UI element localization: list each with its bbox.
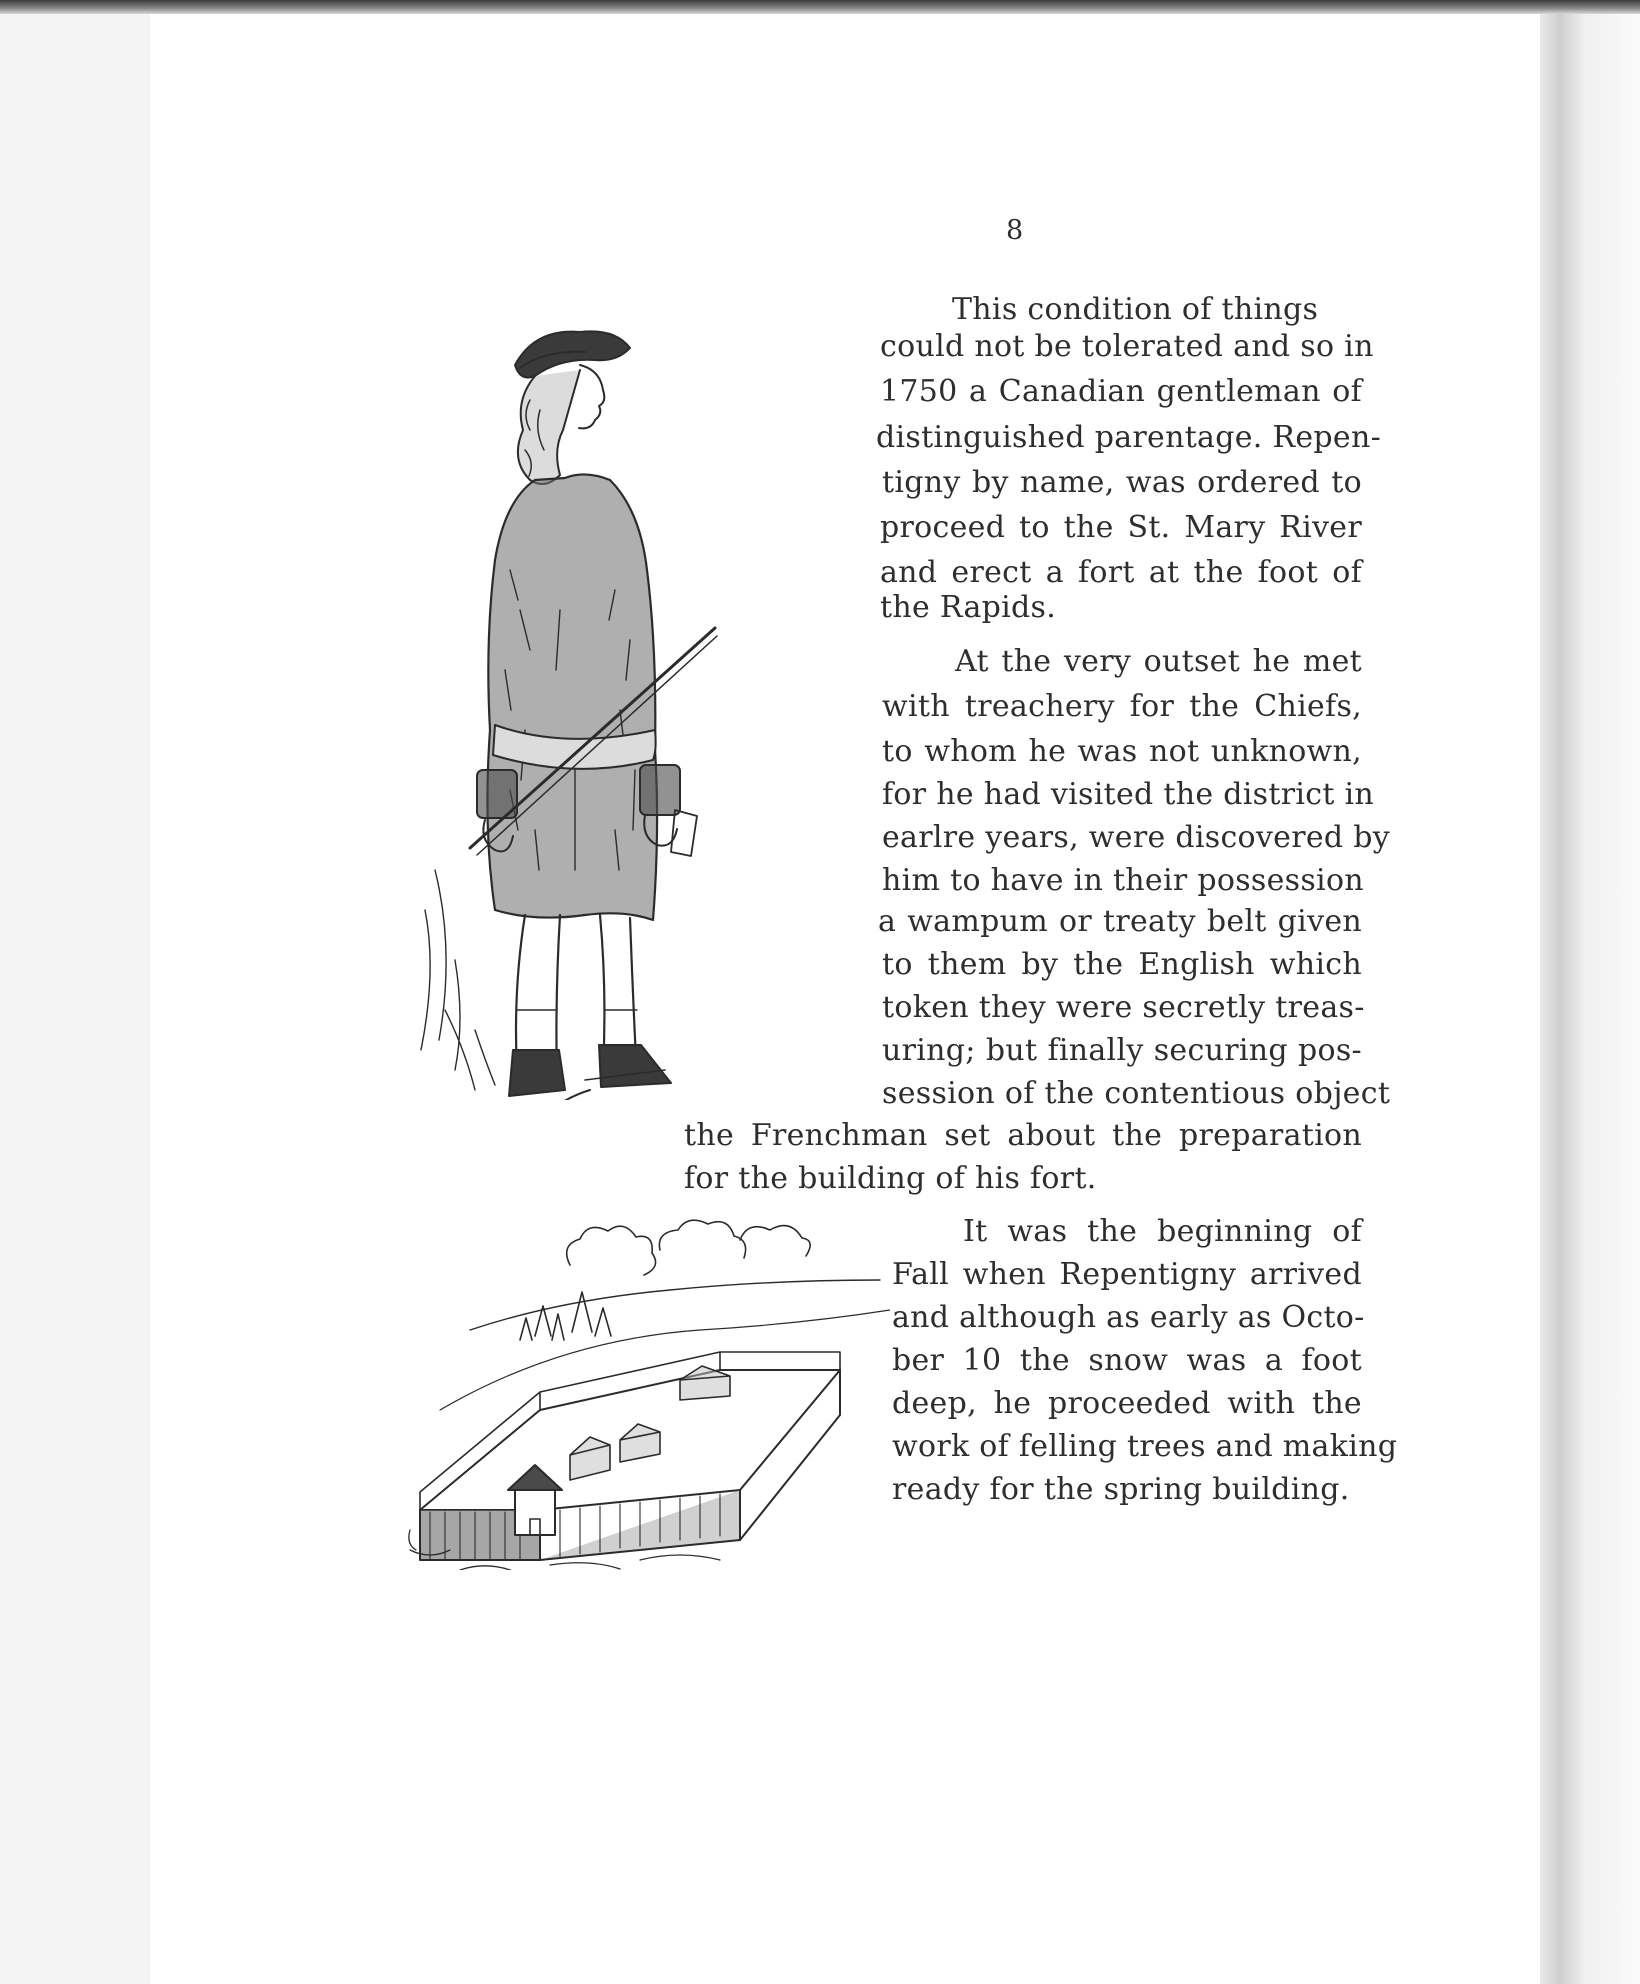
frenchman-with-musket-illustration [385,310,885,1100]
paragraph-2-line: session of the contentious object [882,1076,1391,1111]
paragraph-2-line: to whom he was not unknown, [882,734,1362,769]
stockade-fort-illustration [400,1210,890,1570]
paragraph-2-line: him to have in their possession [882,863,1364,898]
paragraph-1-line: and erect a fort at the foot of [880,555,1362,590]
paragraph-1-line: the Rapids. [880,590,1057,625]
paragraph-2-line: for he had visited the district in [882,777,1375,812]
paragraph-3-line: ready for the spring building. [892,1472,1350,1507]
paragraph-2-line: uring; but finally securing pos- [882,1033,1362,1068]
paragraph-1-line: This condition of things [952,292,1319,327]
paragraph-2-line: the Frenchman set about the preparation [684,1118,1362,1153]
scan-top-edge [0,0,1640,14]
page-gutter-shadow [1540,14,1640,1984]
paragraph-2-line: token they were secretly treas- [882,990,1365,1025]
paragraph-2-line: to them by the English which [882,947,1362,982]
paragraph-3-line: It was the beginning of [963,1214,1362,1249]
paragraph-3-line: deep, he proceeded with the [892,1386,1362,1421]
paragraph-2-line: earlre years, were discovered by [882,820,1391,855]
paragraph-2-line: for the building of his fort. [684,1161,1097,1196]
paragraph-3-line: Fall when Repentigny arrived [892,1257,1362,1292]
paragraph-2-line: a wampum or treaty belt given [878,904,1362,939]
paragraph-1-line: distinguished parentage. Repen- [876,420,1382,455]
paragraph-3-line: work of felling trees and making [892,1429,1398,1464]
paragraph-3-line: and although as early as Octo- [892,1300,1365,1335]
paragraph-1-line: 1750 a Canadian gentleman of [880,374,1362,409]
paragraph-1-line: proceed to the St. Mary River [880,510,1362,545]
paragraph-3-line: ber 10 the snow was a foot [892,1343,1362,1378]
paragraph-2-line: with treachery for the Chiefs, [882,689,1362,724]
paragraph-1-line: could not be tolerated and so in [880,329,1374,364]
paragraph-1-line: tigny by name, was ordered to [882,465,1362,500]
page-number: 8 [1006,215,1025,246]
scan-left-margin [0,14,150,1984]
paragraph-2-line: At the very outset he met [955,644,1362,679]
